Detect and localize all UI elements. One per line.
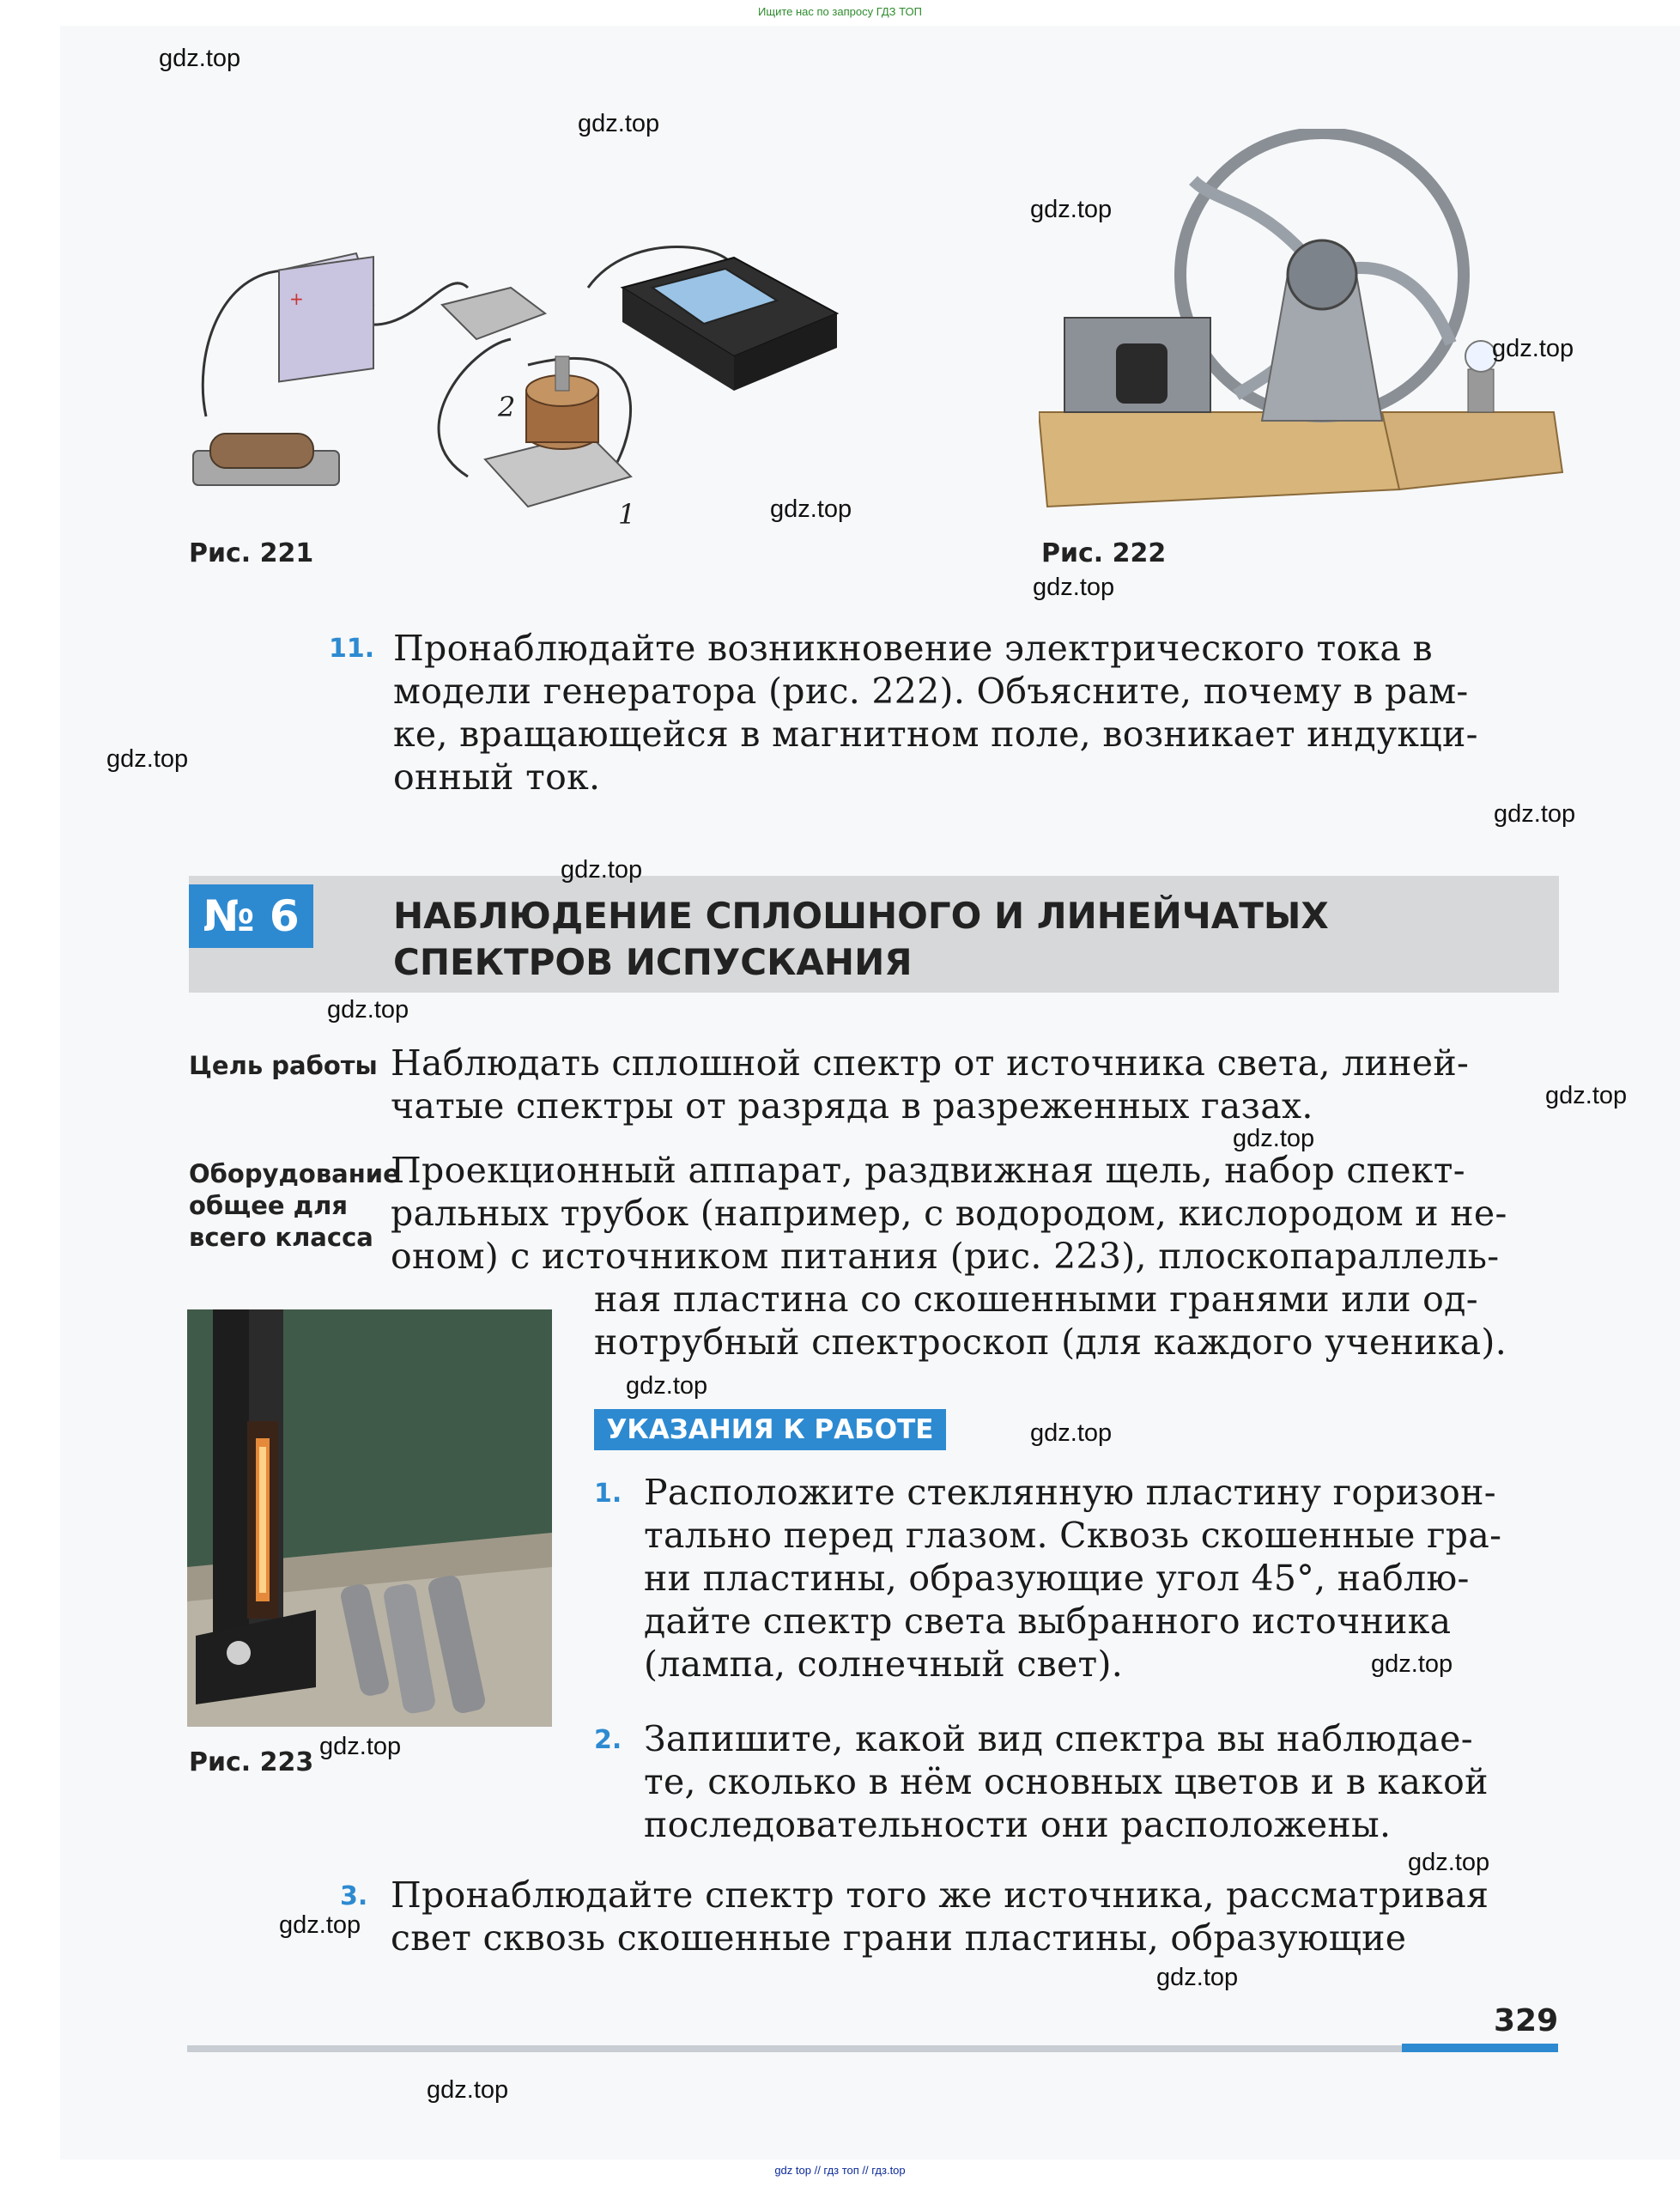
figure-223-photo xyxy=(187,1309,552,1727)
lab-number-badge: № 6 xyxy=(189,884,313,948)
step-2-line: те, сколько в нём основных цветов и в какой xyxy=(644,1761,1489,1802)
lab-title-line: СПЕКТРОВ ИСПУСКАНИЯ xyxy=(393,941,913,983)
watermark: gdz.top xyxy=(770,495,852,523)
watermark: gdz.top xyxy=(159,45,241,72)
goal-text xyxy=(391,1042,1469,1127)
task-11-line: модели генератора (рис. 222). Объясните, почему в рам- xyxy=(393,671,1469,712)
equipment-label-line: Оборудование xyxy=(189,1159,400,1188)
watermark: gdz.top xyxy=(626,1372,708,1400)
watermark: gdz.top xyxy=(1545,1082,1628,1109)
instructions-tag: УКАЗАНИЯ К РАБОТЕ xyxy=(594,1409,946,1450)
task-11-number: 11. xyxy=(329,634,375,664)
watermark: gdz.top xyxy=(578,110,660,137)
watermark: gdz.top xyxy=(1156,1964,1239,1991)
goal-label: Цель работы xyxy=(189,1051,378,1080)
step-1-line: (лампа, солнечный свет). xyxy=(644,1643,1124,1685)
goal-line: чатые спектры от разряда в разреженных газах. xyxy=(391,1085,1313,1127)
task-11-text xyxy=(393,627,1561,799)
equipment-line: ная пластина со скошенными гранями или од- xyxy=(594,1279,1478,1320)
task-11-line: онный ток. xyxy=(393,756,601,798)
watermark: gdz.top xyxy=(1408,1849,1490,1876)
equipment-text-bottom xyxy=(594,1278,1507,1364)
equipment-line: оном) с источником питания (рис. 223), плоскопараллель- xyxy=(391,1236,1500,1277)
watermark: gdz.top xyxy=(1033,574,1115,601)
lab-title xyxy=(393,893,1329,986)
equipment-line: нотрубный спектроскоп (для каждого ученика). xyxy=(594,1321,1507,1363)
step-2-line: Запишите, какой вид спектра вы наблюдае- xyxy=(644,1718,1473,1759)
watermark: gdz.top xyxy=(1030,1419,1113,1447)
svg-text:+: + xyxy=(289,289,304,309)
step-3-line: свет сквозь скошенные грани пластины, образующие xyxy=(391,1917,1407,1959)
step-3-text xyxy=(391,1874,1489,1959)
watermark: gdz.top xyxy=(327,996,409,1024)
goal-line: Наблюдать сплошной спектр от источника света, линей- xyxy=(391,1042,1470,1084)
watermark: gdz.top xyxy=(561,856,643,884)
step-2-number: 2. xyxy=(594,1725,622,1755)
figure-222-caption: Рис. 222 xyxy=(1041,538,1167,568)
step-1-line: тально перед глазом. Сквозь скошенные гра- xyxy=(644,1515,1502,1556)
watermark: gdz.top xyxy=(319,1733,402,1760)
equipment-label xyxy=(189,1158,400,1254)
step-2-text xyxy=(644,1717,1489,1846)
figure-221-illustration xyxy=(185,219,846,532)
equipment-label-line: общее для xyxy=(189,1191,348,1220)
step-3-number: 3. xyxy=(340,1881,368,1911)
footer-accent-rule xyxy=(1402,2044,1558,2052)
figure-221-label-2: 2 xyxy=(498,391,516,423)
watermark: gdz.top xyxy=(279,1911,361,1939)
equipment-line: Проекционный аппарат, раздвижная щель, набор спект- xyxy=(391,1150,1465,1191)
step-1-line: Расположите стеклянную пластину горизон- xyxy=(644,1472,1496,1513)
equipment-text-top xyxy=(391,1149,1507,1278)
header-note: Ищите нас по запросу ГДЗ ТОП xyxy=(758,5,922,18)
step-3-line: Пронаблюдайте спектр того же источника, рассматривая xyxy=(391,1874,1489,1916)
footer-note: gdz top // гдз топ // гдз.top xyxy=(774,2164,906,2177)
equipment-label-line: всего класса xyxy=(189,1223,373,1252)
watermark: gdz.top xyxy=(1371,1650,1453,1678)
watermark: gdz.top xyxy=(106,745,189,773)
watermark: gdz.top xyxy=(1030,196,1113,223)
step-1-number: 1. xyxy=(594,1479,622,1509)
step-2-line: последовательности они расположены. xyxy=(644,1804,1392,1845)
watermark: gdz.top xyxy=(1492,335,1574,362)
lab-title-line: НАБЛЮДЕНИЕ СПЛОШНОГО И ЛИНЕЙЧАТЫХ xyxy=(393,895,1329,937)
figure-223-caption: Рис. 223 xyxy=(189,1747,314,1777)
page-number: 329 xyxy=(1494,2003,1559,2038)
figure-221-label-1: 1 xyxy=(618,498,636,531)
task-11-line: ке, вращающейся в магнитном поле, возникает индукци- xyxy=(393,714,1478,755)
watermark: gdz.top xyxy=(427,2076,509,2104)
watermark: gdz.top xyxy=(1494,800,1576,828)
footer-rule xyxy=(187,2045,1402,2052)
figure-221-caption: Рис. 221 xyxy=(189,538,314,568)
step-1-line: дайте спектр света выбранного источника xyxy=(644,1601,1452,1642)
figure-222-illustration xyxy=(1039,129,1571,524)
task-11-line: Пронаблюдайте возникновение электрического тока в xyxy=(393,628,1433,669)
watermark: gdz.top xyxy=(1233,1125,1315,1152)
step-1-line: ни пластины, образующие угол 45°, наблю- xyxy=(644,1558,1470,1599)
equipment-line: ральных трубок (например, с водородом, кислородом и не- xyxy=(391,1193,1507,1234)
